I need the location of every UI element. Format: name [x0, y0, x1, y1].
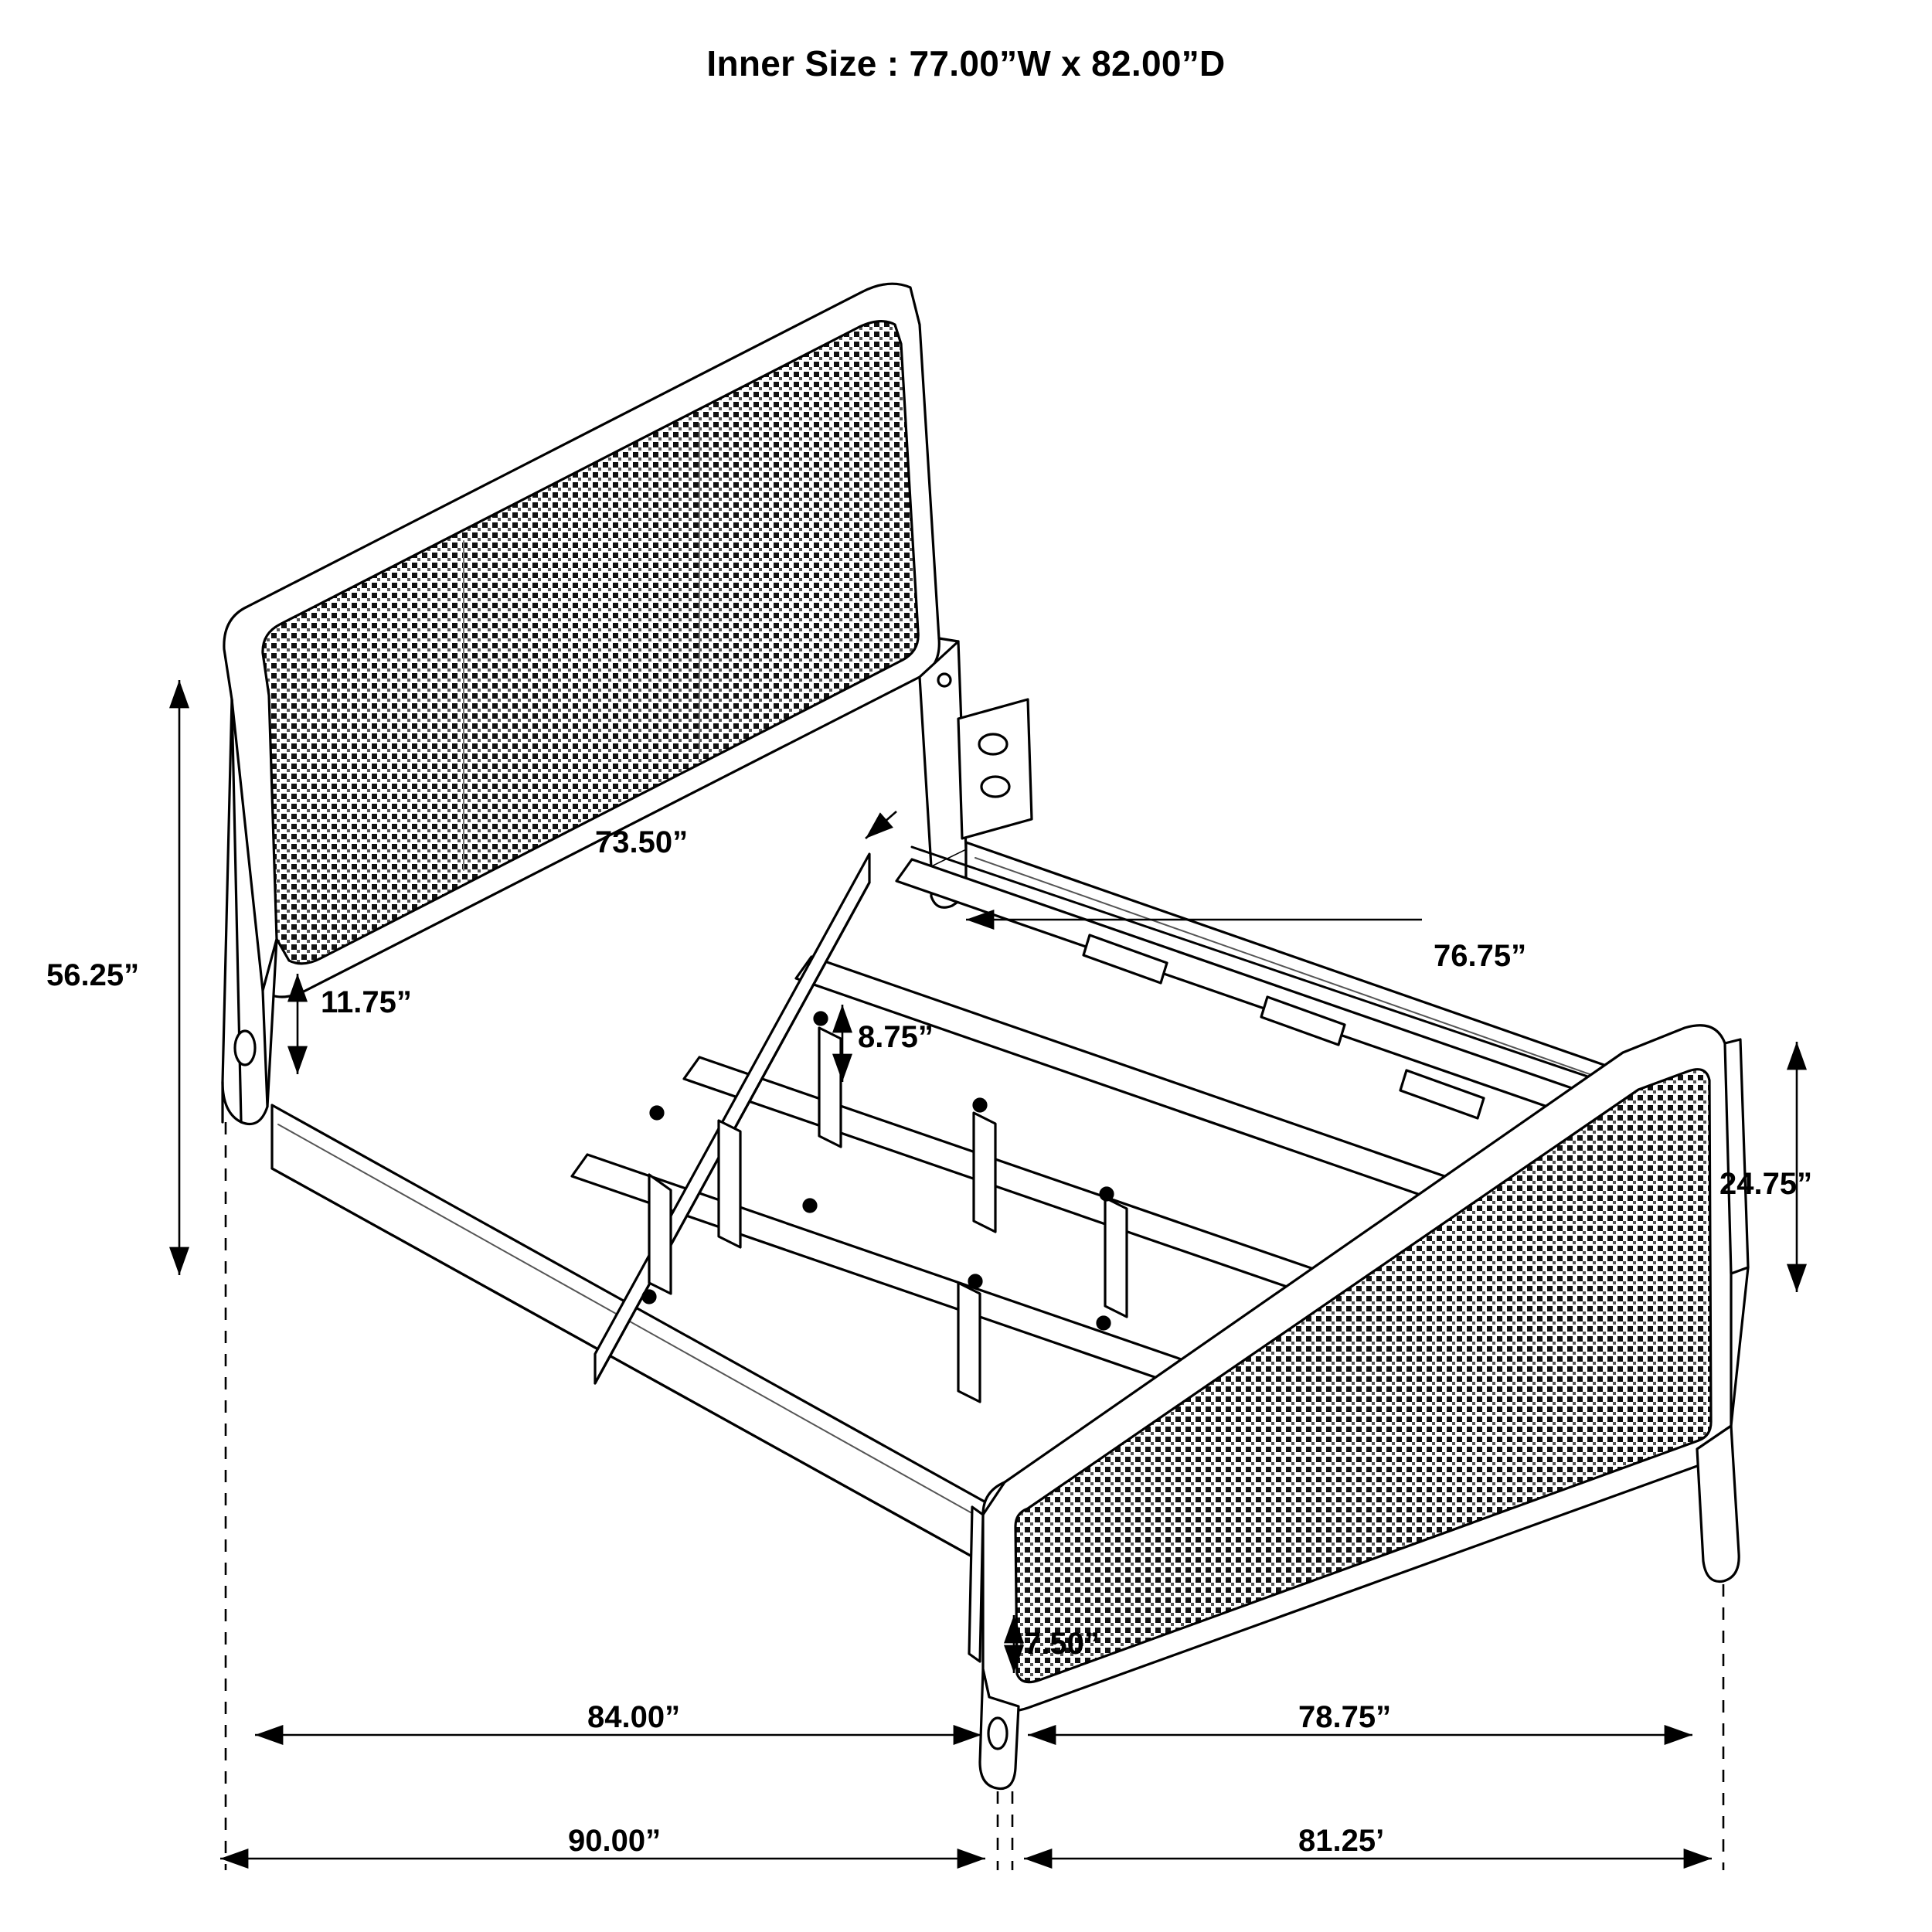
- dim-slat-height: 8.75”: [858, 1020, 934, 1054]
- dim-headboard-panel-width: 73.50”: [595, 825, 689, 859]
- dim-overall-width-upper: 78.75”: [1298, 1700, 1392, 1734]
- dim-overall-length-upper: 84.00”: [587, 1700, 681, 1734]
- dim-rail-to-slat: 11.75”: [321, 985, 412, 1019]
- dim-footboard-height: 24.75”: [1719, 1167, 1813, 1201]
- dim-overall-length-lower: 90.00”: [568, 1824, 662, 1858]
- dim-overall-width-lower: 81.25’: [1298, 1824, 1385, 1858]
- dim-footboard-clearance: 7.50”: [1024, 1627, 1100, 1661]
- page-title: Inner Size : 77.00”W x 82.00”D: [706, 43, 1226, 83]
- dim-inner-rail-length: 76.75”: [1434, 939, 1527, 973]
- dim-headboard-height: 56.25”: [46, 958, 140, 992]
